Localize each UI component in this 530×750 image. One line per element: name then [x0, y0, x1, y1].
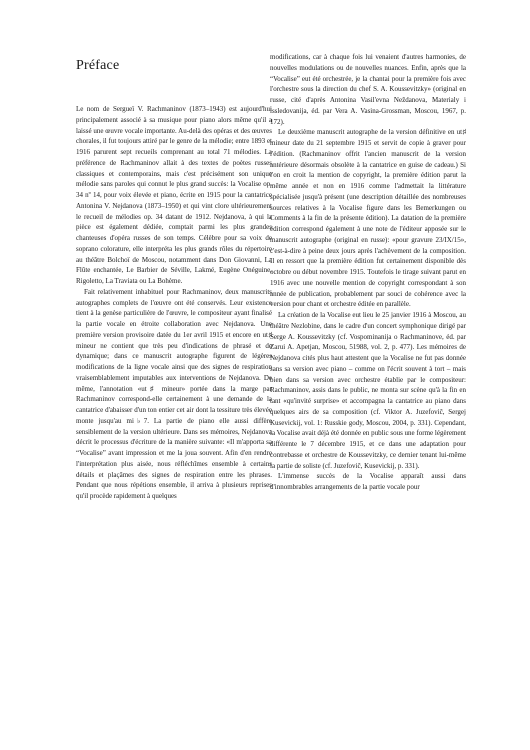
paragraph: L'immense succès de la Vocalise apparaît aussi dans d'innombrables arrangements de la partie vocale pour — [270, 472, 466, 491]
paragraph: La création de la Vocalise eut lieu le 25 janvier 1916 à Moscou, au théâtre Nezlobine, dans le cadre d'un concert symphonique dirigé par Serge A. Koussevitzky (cf. Vospominanija o Rachmaninove, éd. par Zarui A. Apetjan, Moscou, 51988, vol. 2, p. 477). Les mémoires de Nejdanova cités plus haut attestent que la Vocalise ne fut pas donnée sans sa version avec piano – comme on l'écrit souvent à tort – mais bien dans sa version avec orchestre établie par le compositeur: Rachmaninov, assis dans le public, ne monta sur scène qu'à la fin en tant «qu'invité surprise» et accompagna la cantatrice au piano dans quelques airs de sa composition (cf. Viktor A. Juzefovič, Sergej Kusevickij, vol. 1: Russkie gody, Moscou, 2004, p. 331). Cependant, la Vocalise avait déjà été donnée en public sous une forme légèrement différente le 7 décembre 1915, et ce dans une adaptation pour contrebasse et orchestre de Koussevitzky, ce dernier tenant lui-même la partie de soliste (cf. Juzefovič, Kusevickij, p. 331). — [270, 311, 466, 470]
paragraph: Le nom de Sergueï V. Rachmaninov (1873–1943) est aujourd'hui principalement associé à sa musique pour piano alors même qu'il a laissé une œuvre vocale importante. Au-delà des opéras et des œuvres chorales, il fut toujours attiré par le genre de la mélodie; entre 1893 et 1916 parurent sept recueils comprenant au total 71 mélodies. La préférence de Rachmaninov allait à des textes de poètes russes classiques et contemporains, mais c'est précisément son unique mélodie sans paroles qui connut le plus grand succès: la Vocalise op. 34 nº 14, pour voix élevée et piano, écrite en 1915 pour la cantatrice Antonina V. Nejdanova (1873–1950) et qui vint clore ultérieurement le recueil de mélodies op. 34 datant de 1912. Nejdanova, à qui la pièce est également dédiée, comptait parmi les plus grandes chanteuses d'opéra russes de son temps. Célèbre pour sa voix de soprano colorature, elle interpréta les plus grands rôles du répertoire au théâtre Bolchoï de Moscou, notamment dans Don Giovanni, La Flûte enchantée, Le Barbier de Séville, Lakmé, Eugène Onéguine, Rigoletto, La Traviata ou La Bohème. — [76, 105, 272, 285]
paragraph: modifications, car à chaque fois lui venaient d'autres harmonies, de nouvelles modulations ou de nouvelles nuances. Enfin, après que la “Vocalise” eut été orchestrée, je la chantai pour la première fois avec l'orchestre sous la direction du chef S. A. Koussevitzky» (original en russe, cité d'après Antonina Vasil'evna Neždanova, Materialy i issledovanija, éd. par Vera A. Vasina-Grossman, Moscou, 1967, p. 172). — [270, 53, 466, 126]
right-text-column — [270, 52, 466, 493]
left-text-column — [76, 104, 272, 502]
page-title: Préface — [76, 58, 120, 73]
paragraph: Le deuxième manuscrit autographe de la version définitive en ut♯ mineur date du 21 septembre 1915 et servit de copie à graver pour l'édition. (Rachmaninov offrit l'ancien manuscrit de la version antérieure désormais obsolète à la cantatrice en guise de cadeau.) Si l'on en croit la mention de copyright, la première édition parut la même année et non en 1916 comme l'admettait la littérature spécialisée jusqu'à présent (une description détaillée des nombreuses sources relatives à la Vocalise figure dans les Bemerkungen ou Comments à la fin de la présente édition). La datation de la première édition correspond également à une note de l'éditeur apposée sur le manuscrit autographe (original en russe): «pour gravure 23/IX/15», c'est-à-dire à peine deux jours après l'achèvement de la composition. Il en ressort que la première édition fut certainement disponible dès octobre ou début novembre 1915. Toutefois le tirage suivant parut en 1916 avec une nouvelle mention de copyright correspondant à son année de publication, probablement par souci de cohérence avec la version pour chant et orchestre éditée en parallèle. — [270, 128, 466, 309]
paragraph: Fait relativement inhabituel pour Rachmaninov, deux manuscrits autographes complets de l'œuvre ont été conservés. Leur existence tient à la genèse particulière de l'œuvre, le compositeur ayant finalisé la partie vocale en étroite collaboration avec Nejdanova. Une première version provisoire datée du 1er avril 1915 et encore en ut♯ mineur ne contient que très peu d'indications de phrasé et de dynamique; dans ce manuscrit autographe figurent de légères modifications de la ligne vocale ainsi que des signes de respiration vraisemblablement imputables aux interventions de Nejdanova. De même, l'annotation «ut♯ mineur» portée dans la marge par Rachmaninov correspond-elle certainement à une demande de la cantatrice d'abaisser d'un ton entier cet air dont la tessiture très élevée monte jusqu'au mi♭7. La partie de piano elle aussi diffère sensiblement de la version ultérieure. Dans ses mémoires, Nejdanova décrit le processus d'écriture de la manière suivante: «Il m'apporta sa “Vocalise” avant impression et me la joua souvent. Afin d'en rendre l'interprétation plus aisée, nous réfléchîmes ensemble à certains détails et plaçâmes des signes de respiration entre les phrases. Pendant que nous répétions ensemble, il arriva à plusieurs reprises qu'il procède rapidement à quelques — [76, 287, 272, 500]
